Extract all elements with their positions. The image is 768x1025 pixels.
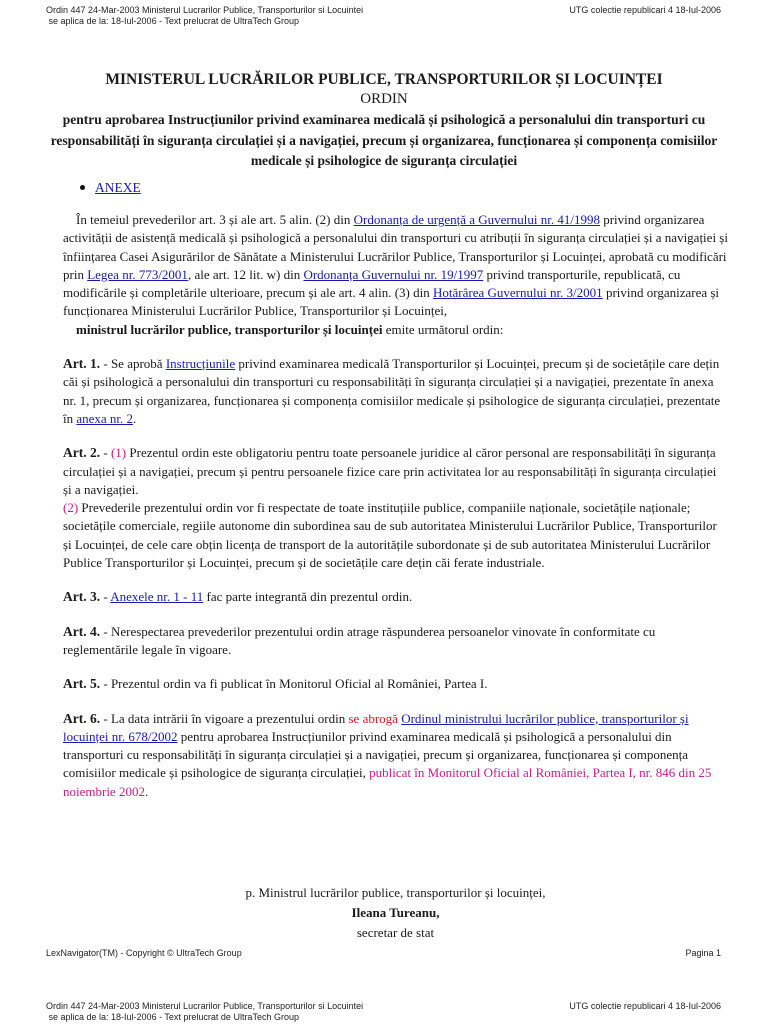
- minister-bold: ministrul lucrărilor publice, transporturilor și locuinței: [76, 321, 383, 337]
- preamble: [63, 211, 728, 321]
- header-line-1: Ordin 447 24-Mar-2003 Ministerul Lucrarilor Publice, Transporturilor si Locuintei: [46, 1001, 364, 1011]
- article-2: [63, 444, 728, 499]
- link-ordinul-678-2002[interactable]: Ordinul ministrului lucrărilor publice, transporturilor și locuinței nr. 678/2002: [63, 710, 689, 744]
- header-line-1: Ordin 447 24-Mar-2003 Ministerul Lucrarilor Publice, Transporturilor si Locuintei: [46, 5, 364, 15]
- article-2-alin-2: [63, 499, 728, 572]
- signature-role: secretar de stat: [356, 925, 435, 940]
- article-4: [63, 623, 728, 660]
- article-text: - Nerespectarea prevederilor prezentului ordin atrage răspunderea persoanelor vinovate în conformitate cu reglementările legale în vigoare.: [63, 623, 656, 657]
- minister-emite: [63, 321, 728, 339]
- article-text: Prevederile prezentului ordin vor fi respectate de toate instituțiile publice, companiile naționale, societățile naționale; societățile comerciale, regiile autonome din subordinea sau de sub autoritatea Ministerului Lucrărilor Publice, Transporturilor și Locuinței, de cele care obțin licența de transport de la autoritățile subordonate și de sub autoritatea Ministerului Lucrărilor Publice Transporturilor și Locuinței, precum și de societățile care dețin căi ferate industriale.: [63, 500, 717, 571]
- document-body: [63, 211, 728, 801]
- preamble-text: , ale art. 12 lit. w) din: [187, 266, 304, 282]
- link-ordonanta-41-1998[interactable]: Ordonanța de urgență a Guvernului nr. 41/1998: [353, 212, 600, 227]
- article-text: fac parte integrantă din prezentul ordin.: [203, 589, 413, 605]
- page-footer: [0, 948, 768, 962]
- emite-text: emite următorul ordin:: [382, 321, 504, 337]
- header-left: [46, 5, 363, 27]
- preamble-text: privind organizarea activității de asistență medicală și psihologică a personalului din transporturi cu atribuții în siguranța circulației și a navigației și înființarea Casei Asigurărilor de Sănătate a Ministerului Lucrărilor Publice, Transporturilor și Locuinței, aprobată cu modificări prin: [63, 212, 728, 282]
- abroga-text: se abrogă: [348, 710, 398, 726]
- article-text: -: [100, 445, 111, 461]
- preamble-text: În temeiul prevederilor art. 3 și ale art. 5 alin. (2) din: [76, 212, 354, 227]
- article-5: [63, 675, 728, 693]
- ordin-subtitle: pentru aprobarea Instrucțiunilor privind examinarea medicală și psihologică a personalului din transporturi cu responsabilități în siguranța circulației și a navigației, precum și organizarea, funcționarea și componența comisiilor medicale și psihologice de siguranța circulației: [50, 112, 718, 168]
- article-text: Prezentul ordin este obligatoriu pentru toate persoanele juridice al căror personal are responsabilități în siguranța circulației și a navigației, precum și pentru persoanele fizice care prin activitatea lor au responsabilități în siguranța circulației și a navigației.: [63, 445, 717, 497]
- header-left: [46, 1001, 363, 1023]
- next-page-header: [0, 1001, 768, 1025]
- footer-page-number: Pagina 1: [685, 948, 721, 958]
- publicat-text: publicat în Monitorul Oficial al României, Partea I, nr. 846 din 25 noiembrie 2002: [63, 765, 712, 799]
- anexe-link[interactable]: ANEXE: [95, 180, 141, 195]
- header-right: UTG colectie republicari 4 18-Iul-2006: [569, 5, 721, 15]
- article-text: privind examinarea medicală Transporturilor și Locuinței, precum și de societățile care dețin căi și psihologică a personalului din transporturi cu responsabilități în siguranța circulației și a navigației, prezentate în anexa nr. 1, precum și organizarea, funcționarea și componența comisiilor medicale și psihologice de siguranța circulației, prezentate în: [63, 356, 721, 426]
- preamble-text: privind organizarea și funcționarea Ministerului Lucrărilor Publice, Transporturilor și Locuinței,: [63, 285, 720, 319]
- header-right: UTG colectie republicari 4 18-Iul-2006: [569, 1001, 721, 1011]
- article-label: Art. 2.: [63, 445, 101, 461]
- bullet-icon: [80, 185, 85, 190]
- article-label: Art. 3.: [63, 589, 101, 605]
- article-label: Art. 4.: [63, 623, 101, 639]
- article-label: Art. 1.: [63, 356, 101, 372]
- article-1: [63, 355, 728, 428]
- article-6: [63, 710, 728, 801]
- title-block: [40, 70, 728, 172]
- anexe-bullet: [80, 180, 141, 196]
- article-text: - La data intrării în vigoare a prezentului ordin: [100, 710, 349, 726]
- signature-line: p. Ministrul lucrărilor publice, transporturilor și locuinței,: [245, 885, 546, 900]
- article-text: - Prezentul ordin va fi publicat în Monitorul Oficial al României, Partea I.: [100, 676, 488, 692]
- alineat-1: (1): [110, 445, 127, 461]
- link-anexa-2[interactable]: anexa nr. 2: [76, 410, 134, 426]
- article-3: [63, 588, 728, 606]
- link-hotararea-3-2001[interactable]: Hotărârea Guvernului nr. 3/2001: [433, 285, 603, 301]
- header-line-2: se aplica de la: 18-Iul-2006 - Text prelucrat de UltraTech Group: [46, 1012, 299, 1022]
- header-line-2: se aplica de la: 18-Iul-2006 - Text prelucrat de UltraTech Group: [46, 16, 299, 26]
- signature-name: Ileana Tureanu,: [351, 905, 440, 920]
- link-anexele-1-11[interactable]: Anexele nr. 1 - 11: [110, 589, 204, 605]
- article-text: .: [144, 783, 149, 799]
- preamble-text: privind transporturile, republicată, cu modificările și completările ulterioare, precum și ale art. 4 alin. (3) din: [63, 266, 681, 301]
- alineat-2: (2): [63, 500, 79, 516]
- footer-left: LexNavigator(TM) - Copyright © UltraTech Group: [46, 948, 242, 958]
- page-header: [0, 5, 768, 29]
- ordin-title: ORDIN: [360, 91, 408, 107]
- signature-block: [63, 883, 728, 943]
- link-instructiunile[interactable]: Instrucțiunile: [165, 356, 236, 372]
- link-legea-773-2001[interactable]: Legea nr. 773/2001: [87, 266, 188, 282]
- article-text: .: [133, 410, 137, 426]
- ministry-title: MINISTERUL LUCRĂRILOR PUBLICE, TRANSPORTURILOR ȘI LOCUINȚEI: [105, 71, 663, 88]
- article-label: Art. 5.: [63, 676, 101, 692]
- link-ordonanta-19-1997[interactable]: Ordonanța Guvernului nr. 19/1997: [303, 266, 484, 282]
- article-text: - Se aprobă: [100, 356, 166, 372]
- article-text: -: [100, 589, 111, 605]
- article-text: pentru aprobarea Instrucțiunilor privind examinarea medicală și psihologică a personalului din transporturi cu responsabilități în siguranța circulației și a navigației, precum și organizarea, funcționarea și componența comisiilor medicale și psihologice de siguranța circulației,: [63, 728, 688, 781]
- article-label: Art. 6.: [63, 710, 101, 726]
